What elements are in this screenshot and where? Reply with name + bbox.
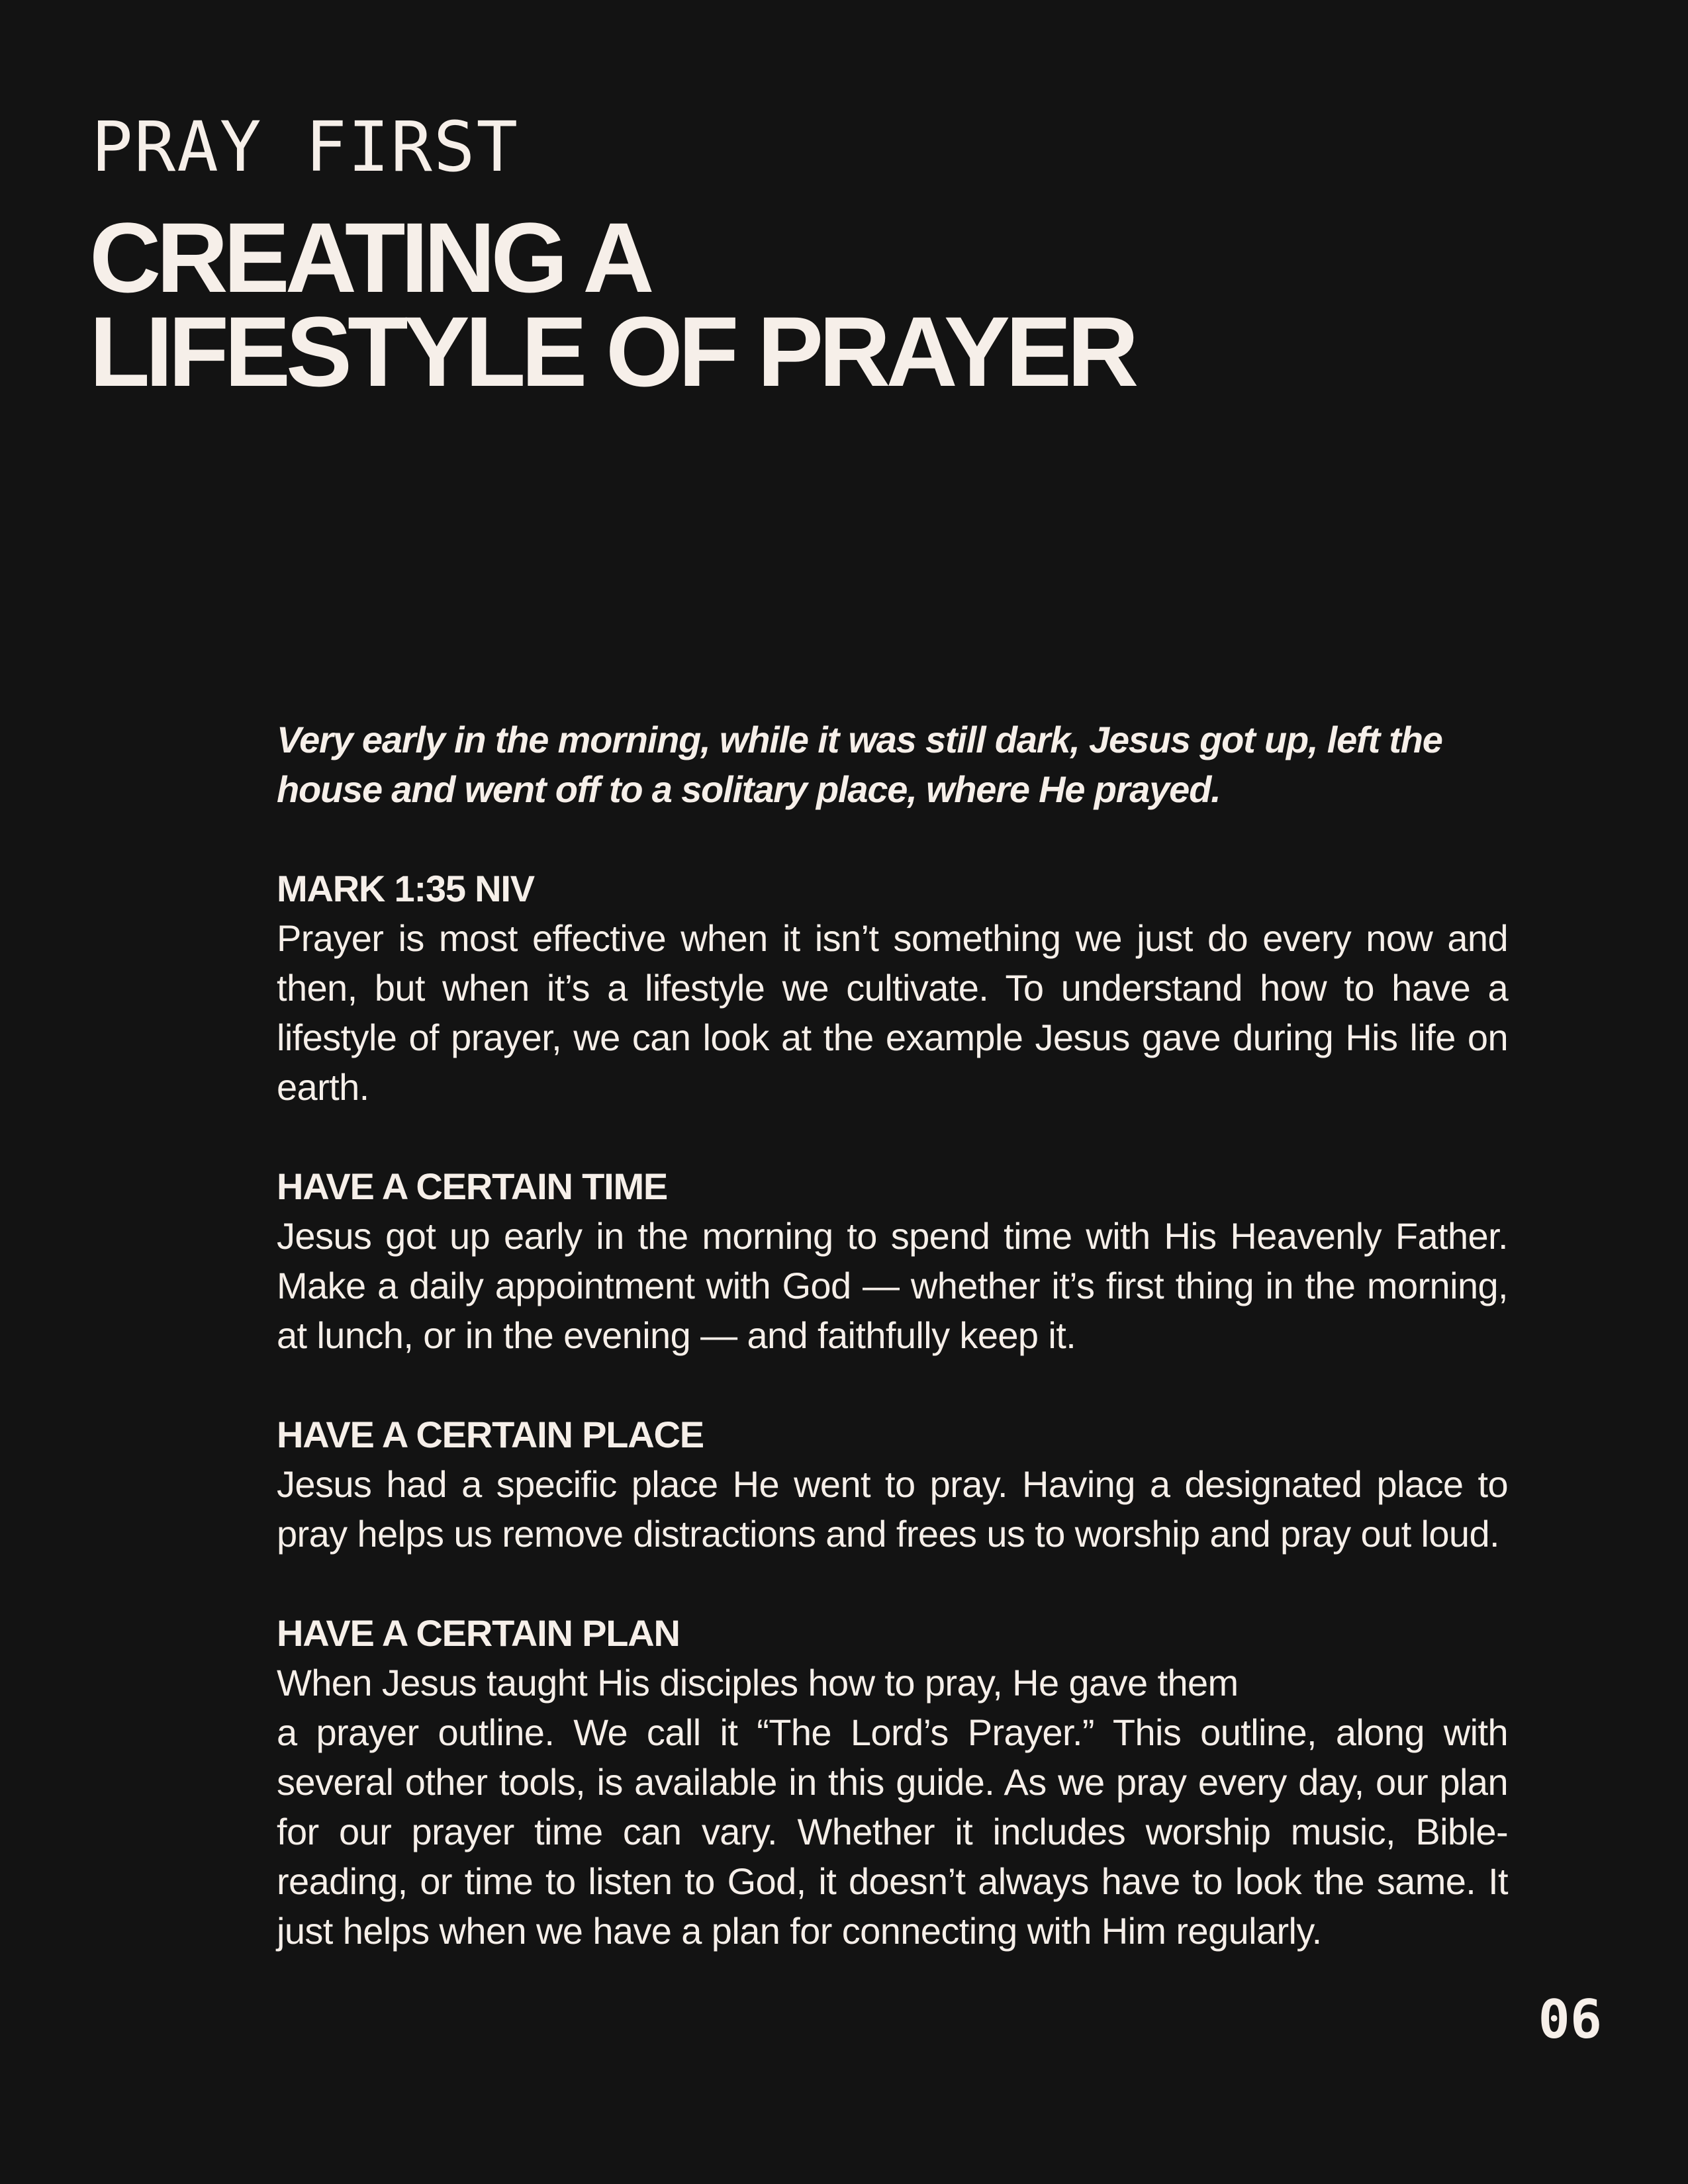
section-heading: HAVE A CERTAIN PLAN	[277, 1612, 680, 1654]
section-heading: HAVE A CERTAIN TIME	[277, 1165, 668, 1207]
spacer	[277, 1360, 1508, 1410]
section-text: Jesus had a specific place He went to pray. Having a designated place to pray helps us remove distractions and frees us to worship and pray out loud.	[277, 1463, 1508, 1555]
page-title	[89, 202, 1612, 407]
page-title-line-1: CREATING A	[89, 202, 650, 313]
section-text-first-line: When Jesus taught His disciples how to pray, He gave them	[277, 1662, 1239, 1704]
section-scripture-reference	[277, 864, 1508, 1112]
page-number: 06	[1538, 1989, 1602, 2050]
section-text: Jesus got up early in the morning to spend time with His Heavenly Father. Make a daily appointment with God — whether it’s first thing in the morning, at lunch, or in the evening — and faithfully keep it.	[277, 1215, 1508, 1356]
article-body	[277, 715, 1508, 1956]
spacer	[277, 1559, 1508, 1608]
section-certain-place	[277, 1410, 1508, 1559]
scripture-quote: Very early in the morning, while it was still dark, Jesus got up, left the house and went off to a solitary place, where He prayed.	[277, 719, 1442, 810]
eyebrow-label: PRAY FIRST	[91, 107, 520, 187]
section-certain-plan	[277, 1608, 1508, 1956]
spacer	[277, 814, 1508, 864]
section-heading: MARK 1:35 NIV	[277, 868, 534, 909]
section-text: a prayer outline. We call it “The Lord’s Prayer.” This outline, along with several other tools, is available in this guide. As we pray every day, our plan for our prayer time can vary. Whether it includes worship music, Bible-reading, or time to listen to God, it doesn’t always have to look the same. It just helps when we have a plan for connecting with Him regularly.	[277, 1711, 1508, 1952]
spacer	[277, 1112, 1508, 1161]
section-heading: HAVE A CERTAIN PLACE	[277, 1414, 704, 1455]
section-certain-time	[277, 1161, 1508, 1360]
page-title-line-2: LIFESTYLE OF PRAYER	[89, 296, 1135, 407]
section-text: Prayer is most effective when it isn’t something we just do every now and then, but when it’s a lifestyle we cultivate. To understand how to have a lifestyle of prayer, we can look at the example Jesus gave during His life on earth.	[277, 917, 1508, 1108]
